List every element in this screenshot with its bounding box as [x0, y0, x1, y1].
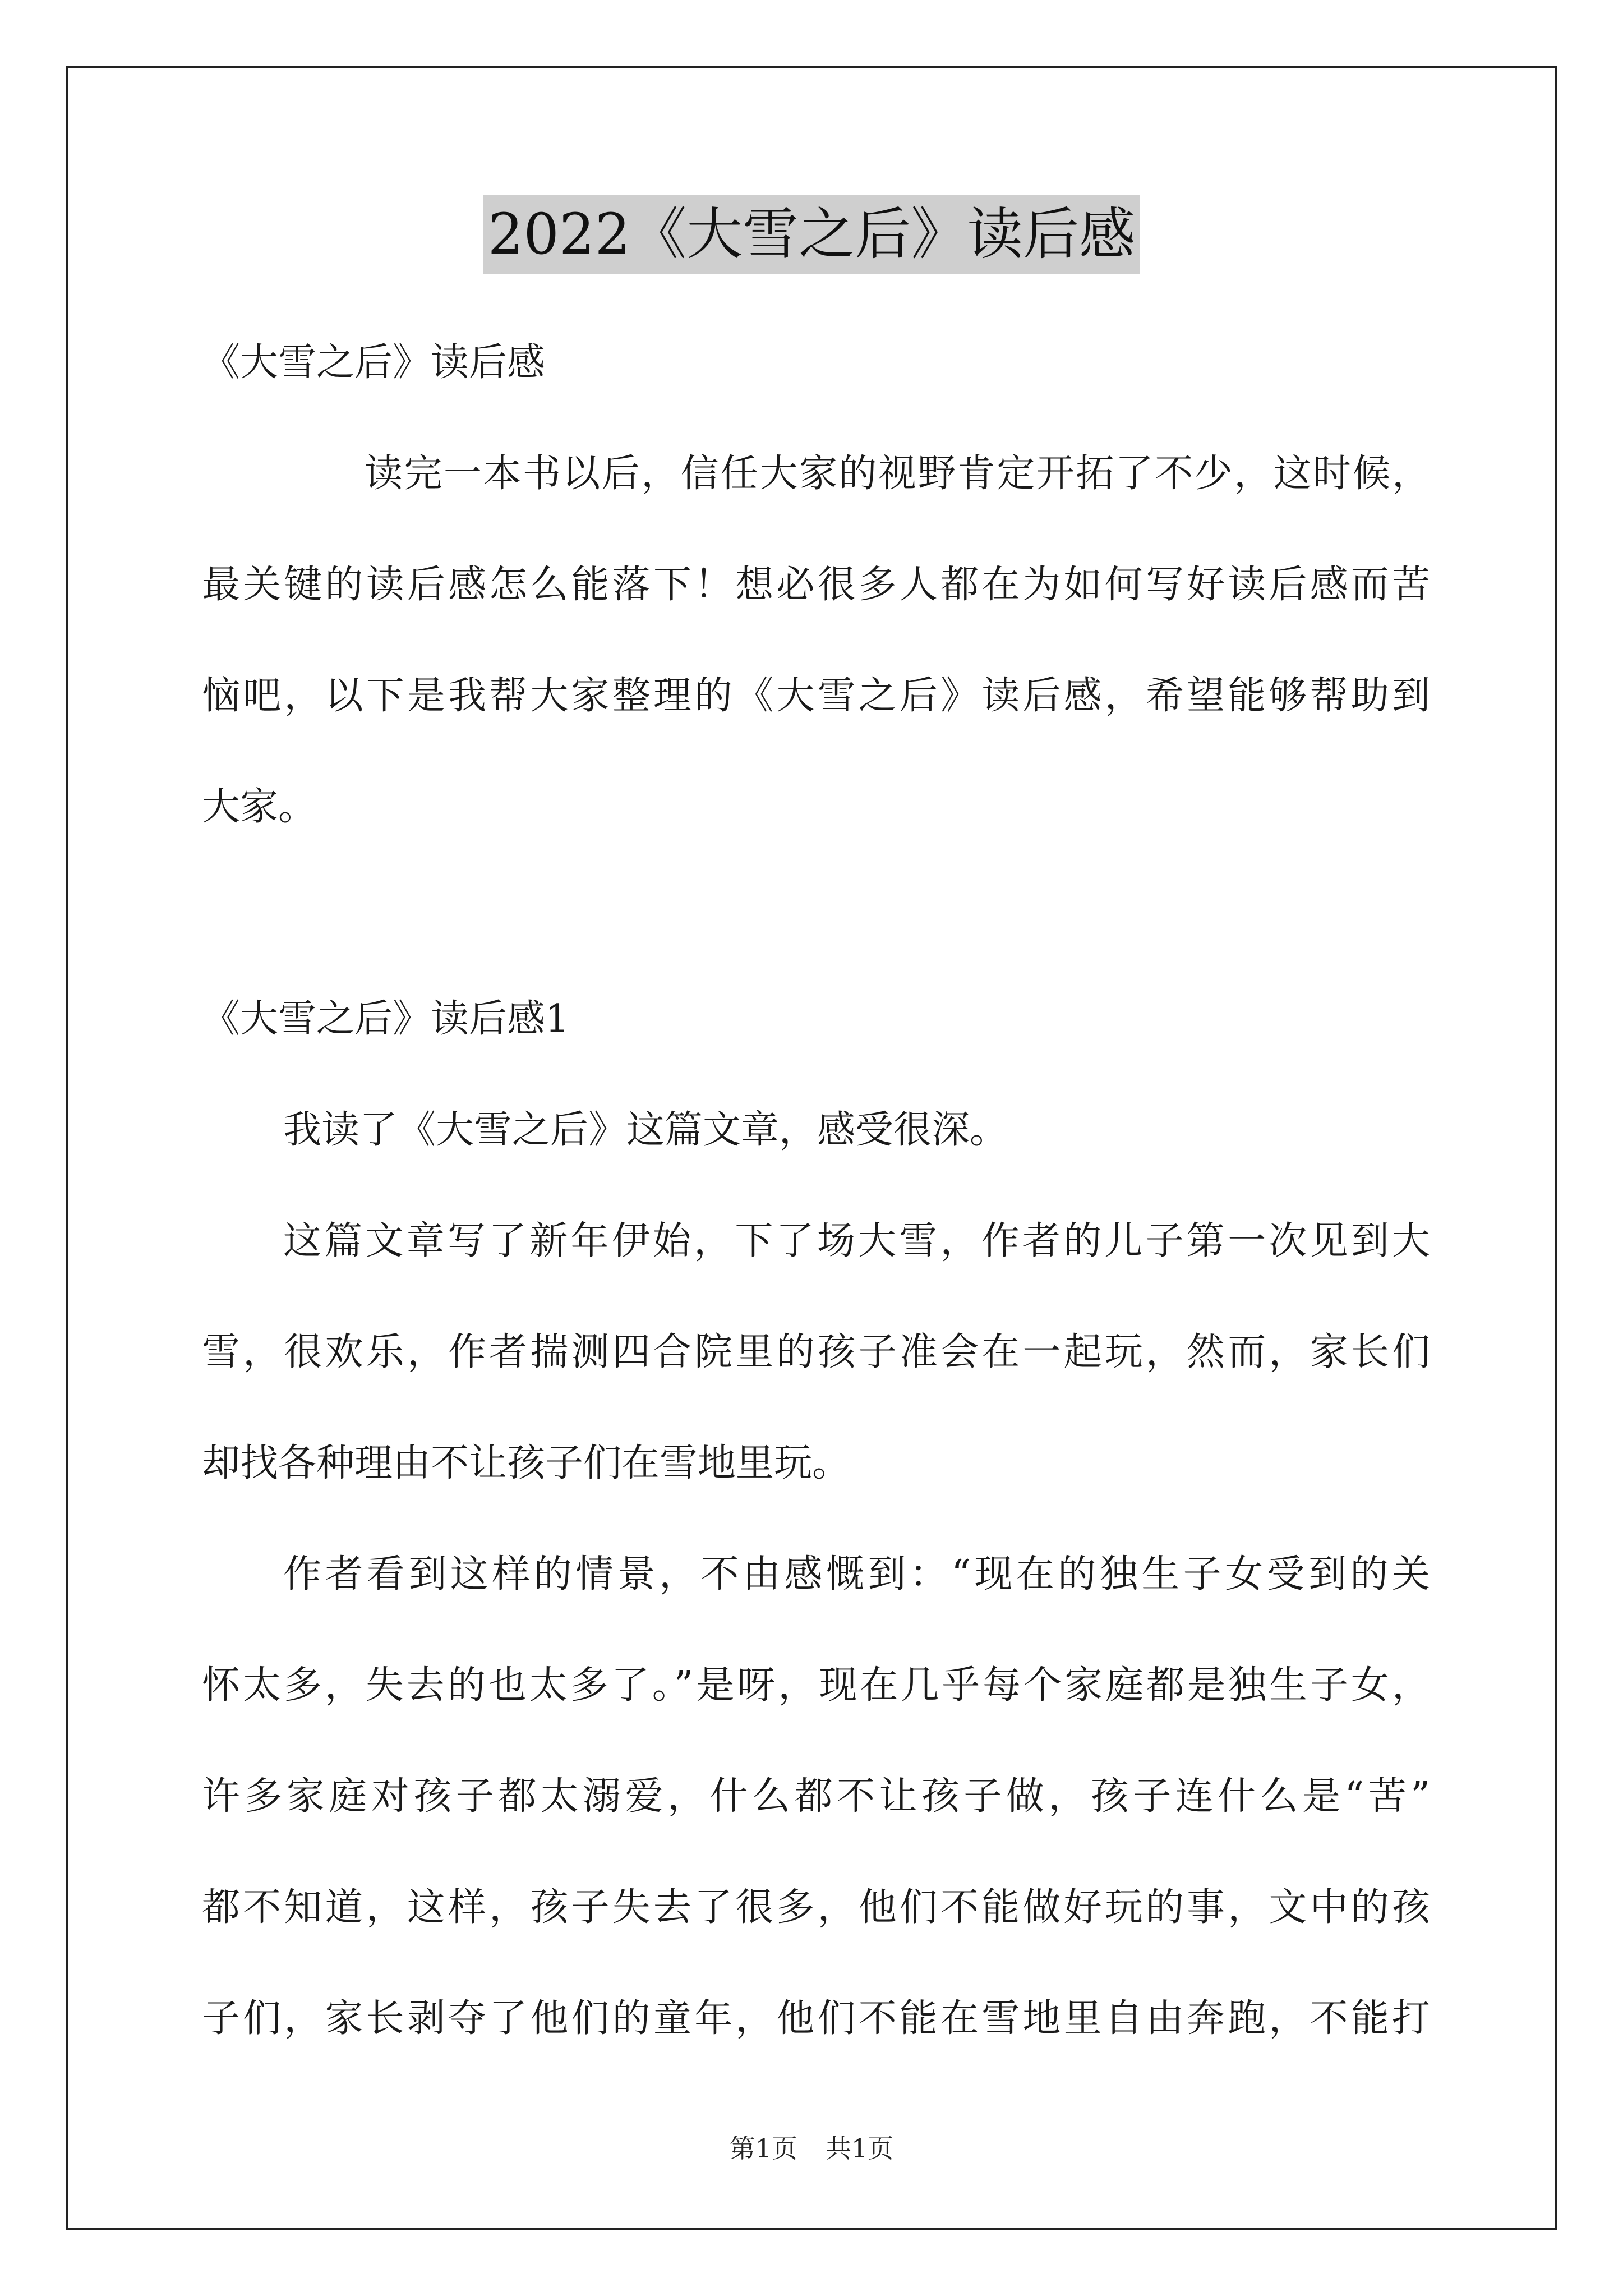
- paragraph-2-line: 雪，很欢乐，作者揣测四合院里的孩子准会在一起玩，然而，家长们: [202, 1330, 1430, 1374]
- paragraph-2-line: 这篇文章写了新年伊始，下了场大雪，作者的儿子第一次见到大: [283, 1219, 1430, 1263]
- intro-line: 读完一本书以后，信任大家的视野肯定开拓了不少，这时候，: [365, 452, 1430, 496]
- document-body: [202, 307, 1430, 2074]
- section-heading-main: 《大雪之后》读后感: [202, 341, 546, 385]
- page-footer: [0, 2132, 1623, 2165]
- paragraph-1-line: 我读了《大雪之后》这篇文章，感受很深。: [283, 1108, 1008, 1152]
- page-number: 第1页: [729, 2133, 797, 2164]
- paragraph-3-line: 子们，家长剥夺了他们的童年，他们不能在雪地里自由奔跑，不能打: [202, 1996, 1430, 2041]
- intro-line: 大家。: [202, 785, 317, 829]
- paragraph-3-line: 许多家庭对孩子都太溺爱，什么都不让孩子做，孩子连什么是“苦”: [202, 1774, 1430, 1819]
- intro-line: 恼吧，以下是我帮大家整理的《大雪之后》读后感，希望能够帮助到: [202, 674, 1430, 718]
- paragraph-3-line: 怀太多，失去的也太多了。”是呀，现在几乎每个家庭都是独生子女，: [202, 1663, 1430, 1708]
- paragraph-2-line: 却找各种理由不让孩子们在雪地里玩。: [202, 1441, 851, 1485]
- title-container: [0, 195, 1623, 274]
- intro-line: 最关键的读后感怎么能落下！想必很多人都在为如何写好读后感而苦: [202, 563, 1430, 607]
- paragraph-gap: [202, 863, 1430, 964]
- section-heading-1: 《大雪之后》读后感1: [202, 997, 570, 1041]
- paragraph-3-line: 都不知道，这样，孩子失去了很多，他们不能做好玩的事，文中的孩: [202, 1885, 1430, 1930]
- document-title: 2022《大雪之后》读后感: [483, 195, 1140, 274]
- page-total: 共1页: [826, 2133, 894, 2164]
- paragraph-3-line: 作者看到这样的情景，不由感慨到：“现在的独生子女受到的关: [283, 1552, 1430, 1596]
